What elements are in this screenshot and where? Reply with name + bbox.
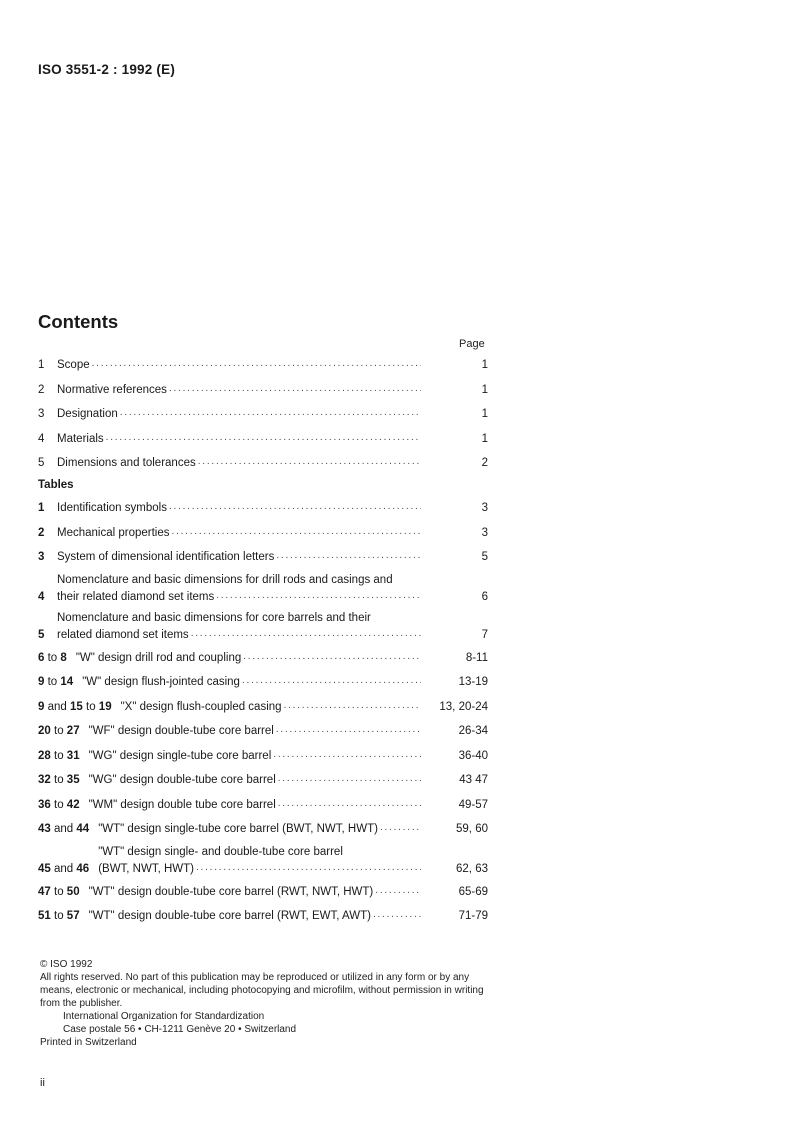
range-separator: to xyxy=(54,798,64,811)
dot-leader xyxy=(243,649,421,666)
entry-title: Identification symbols xyxy=(57,502,167,514)
dot-leader xyxy=(276,722,421,739)
entry-page: 65-69 xyxy=(458,885,488,898)
table-number: 28 xyxy=(38,749,51,762)
range-separator: to xyxy=(47,676,58,688)
entry-title: "W" design flush-jointed casing xyxy=(82,676,240,688)
table-of-contents xyxy=(38,356,488,932)
entry-title: Normative references xyxy=(57,383,167,396)
range-separator: to xyxy=(54,774,64,786)
range-separator: to xyxy=(54,910,64,922)
entry-number-value: 4 xyxy=(38,432,45,445)
dot-leader xyxy=(273,747,420,764)
entry-number xyxy=(38,862,98,877)
entry-page: 13, 20-24 xyxy=(439,700,488,713)
toc-table-entry[interactable] xyxy=(38,673,488,690)
table-number: 50 xyxy=(66,885,80,898)
page-number: ii xyxy=(40,1077,45,1089)
document-id: ISO 3551-2 : 1992 (E) xyxy=(38,62,176,77)
toc-table-entry[interactable] xyxy=(38,548,488,565)
tables-heading: Tables xyxy=(38,479,74,491)
table-number: 31 xyxy=(66,749,80,762)
toc-table-entry[interactable] xyxy=(38,573,488,605)
table-number: 47 xyxy=(38,885,51,898)
entry-number-value: 3 xyxy=(38,551,45,563)
entry-number xyxy=(38,651,76,666)
table-number: 20 xyxy=(38,725,51,737)
entry-title: "WG" design double-tube core barrel xyxy=(88,774,276,786)
toc-clause-entry[interactable] xyxy=(38,356,488,373)
page-column-label: Page xyxy=(459,338,485,350)
table-number: 44 xyxy=(76,823,90,835)
entry-number xyxy=(38,550,57,565)
entry-page: 36-40 xyxy=(458,749,488,762)
toc-table-entry[interactable] xyxy=(38,796,488,813)
range-separator: to xyxy=(86,700,96,713)
table-number: 35 xyxy=(66,774,80,786)
entry-number-value: 5 xyxy=(38,628,45,641)
copyright-notice xyxy=(40,958,488,1049)
entry-number-value: 5 xyxy=(38,457,45,469)
range-separator: and xyxy=(54,862,74,875)
entry-title: Nomenclature and basic dimensions for core barrels and their xyxy=(57,611,371,624)
range-separator: to xyxy=(47,651,58,664)
dot-leader xyxy=(92,356,421,373)
dot-leader xyxy=(120,405,421,422)
entry-page: 62, 63 xyxy=(456,862,488,875)
toc-table-entry[interactable] xyxy=(38,820,488,837)
table-number: 36 xyxy=(38,798,51,811)
entry-number-value: 4 xyxy=(38,590,45,603)
table-number: 8 xyxy=(60,651,67,664)
table-number: 57 xyxy=(66,910,80,922)
entry-page: 26-34 xyxy=(458,725,488,737)
table-number: 42 xyxy=(66,798,80,811)
table-number: 9 xyxy=(38,676,45,688)
entry-title: "WT" design double-tube core barrel (RWT, NWT, HWT) xyxy=(88,885,374,898)
entry-title: "X" design flush-coupled casing xyxy=(120,700,282,713)
range-separator: to xyxy=(54,885,64,898)
entry-title: Mechanical properties xyxy=(57,526,170,539)
entry-number xyxy=(38,590,57,605)
table-number: 46 xyxy=(76,862,90,875)
entry-number xyxy=(38,798,89,813)
dot-leader xyxy=(276,548,421,565)
entry-number-value: 1 xyxy=(38,359,45,371)
toc-table-entry[interactable] xyxy=(38,611,488,643)
table-number: 9 xyxy=(38,700,45,713)
entry-page: 3 xyxy=(481,526,488,539)
entry-page: 6 xyxy=(481,590,488,603)
entry-page: 1 xyxy=(481,408,488,420)
entry-title: System of dimensional identification letters xyxy=(57,551,275,563)
entry-page: 71-79 xyxy=(458,910,488,922)
entry-title: "WT" design single- and double-tube core barrel xyxy=(98,845,343,858)
toc-table-entry[interactable] xyxy=(38,649,488,666)
entry-number-value: 1 xyxy=(38,502,45,514)
entry-number xyxy=(38,526,57,541)
entry-number-value: 3 xyxy=(38,408,45,420)
dot-leader xyxy=(380,820,421,837)
dot-leader xyxy=(198,454,421,471)
entry-number xyxy=(38,432,57,447)
entry-page: 8-11 xyxy=(465,651,488,664)
entry-number-value: 2 xyxy=(38,383,45,396)
toc-clause-entry[interactable] xyxy=(38,430,488,447)
table-number: 32 xyxy=(38,774,51,786)
dot-leader xyxy=(373,907,421,924)
entry-title: Materials xyxy=(57,432,104,445)
dot-leader xyxy=(284,698,421,715)
dot-leader xyxy=(106,430,421,447)
entry-title-continued: their related diamond set items xyxy=(57,590,215,603)
entry-number xyxy=(38,909,89,924)
entry-title-continued: (BWT, NWT, HWT) xyxy=(98,862,194,875)
entry-page: 1 xyxy=(481,432,488,445)
entry-page: 49-57 xyxy=(458,798,488,811)
entry-page: 5 xyxy=(481,551,488,563)
toc-table-entry[interactable] xyxy=(38,747,488,764)
dot-leader xyxy=(169,499,421,516)
table-number: 27 xyxy=(66,725,80,737)
printed-in: Printed in Switzerland xyxy=(40,1037,137,1048)
table-number: 19 xyxy=(98,700,112,713)
entry-page: 13-19 xyxy=(458,676,488,688)
entry-page: 1 xyxy=(481,359,488,371)
dot-leader xyxy=(375,883,420,900)
entry-title: Nomenclature and basic dimensions for drill rods and casings and xyxy=(57,573,393,586)
entry-number xyxy=(38,501,57,516)
dot-leader xyxy=(278,771,421,788)
organization-name: International Organization for Standardization xyxy=(63,1011,265,1022)
table-number: 43 xyxy=(38,823,51,835)
toc-clause-entry[interactable] xyxy=(38,454,488,471)
organization-address: Case postale 56 • CH-1211 Genève 20 • Switzerland xyxy=(63,1024,297,1035)
entry-title: "W" design drill rod and coupling xyxy=(75,651,242,664)
dot-leader xyxy=(191,626,421,643)
entry-page: 7 xyxy=(481,628,488,641)
table-number: 15 xyxy=(70,700,83,713)
dot-leader xyxy=(196,860,421,877)
dot-leader xyxy=(216,588,421,605)
entry-title: Designation xyxy=(57,408,118,420)
table-number: 51 xyxy=(38,910,51,922)
entry-title: "WT" design double-tube core barrel (RWT, EWT, AWT) xyxy=(88,910,371,922)
entry-number xyxy=(38,456,57,471)
range-separator: and xyxy=(47,700,67,713)
entry-number xyxy=(38,383,57,398)
entry-number xyxy=(38,407,57,422)
toc-table-entry[interactable] xyxy=(38,907,488,924)
entry-page: 1 xyxy=(481,383,488,396)
entry-title: "WM" design double tube core barrel xyxy=(88,798,276,811)
dot-leader xyxy=(278,796,421,813)
range-separator: to xyxy=(54,749,64,762)
entry-number xyxy=(38,822,98,837)
entry-number xyxy=(38,885,89,900)
entry-number xyxy=(38,358,57,373)
entry-page: 43 47 xyxy=(459,774,488,786)
dot-leader xyxy=(242,673,421,690)
entry-page: 2 xyxy=(481,457,488,469)
entry-number xyxy=(38,749,89,764)
entry-number-value: 2 xyxy=(38,526,45,539)
table-number: 14 xyxy=(60,676,74,688)
toc-table-entry[interactable] xyxy=(38,499,488,516)
toc-table-entry[interactable] xyxy=(38,771,488,788)
range-separator: and xyxy=(54,823,74,835)
entry-title: "WF" design double-tube core barrel xyxy=(88,725,274,737)
toc-table-entry[interactable] xyxy=(38,698,488,715)
entry-number xyxy=(38,675,82,690)
entry-title: Scope xyxy=(57,359,90,371)
toc-table-entry[interactable] xyxy=(38,845,488,877)
table-number: 6 xyxy=(38,651,45,664)
entry-number xyxy=(38,773,89,788)
entry-title: "WT" design single-tube core barrel (BWT, NWT, HWT) xyxy=(98,823,378,835)
entry-number xyxy=(38,628,57,643)
table-number: 45 xyxy=(38,862,51,875)
entry-title: "WG" design single-tube core barrel xyxy=(88,749,272,762)
rights-statement: All rights reserved. No part of this publication may be reproduced or utilized in any form or by any means, electronic or mechanical, including photocopying and microfilm, without permission in writing from the publisher. xyxy=(40,972,484,1009)
entry-title: Dimensions and tolerances xyxy=(57,457,196,469)
entry-page: 3 xyxy=(481,502,488,514)
dot-leader xyxy=(169,381,421,398)
toc-table-entry[interactable] xyxy=(38,883,488,900)
entry-page: 59, 60 xyxy=(456,823,488,835)
contents-title: Contents xyxy=(38,311,119,332)
entry-number xyxy=(38,700,121,715)
entry-number xyxy=(38,724,89,739)
copyright-line: © ISO 1992 xyxy=(40,959,93,970)
entry-title-continued: related diamond set items xyxy=(57,628,189,641)
toc-clause-entry[interactable] xyxy=(38,381,488,398)
range-separator: to xyxy=(54,725,64,737)
toc-table-entry[interactable] xyxy=(38,524,488,541)
dot-leader xyxy=(172,524,421,541)
toc-clause-entry[interactable] xyxy=(38,405,488,422)
toc-table-entry[interactable] xyxy=(38,722,488,739)
